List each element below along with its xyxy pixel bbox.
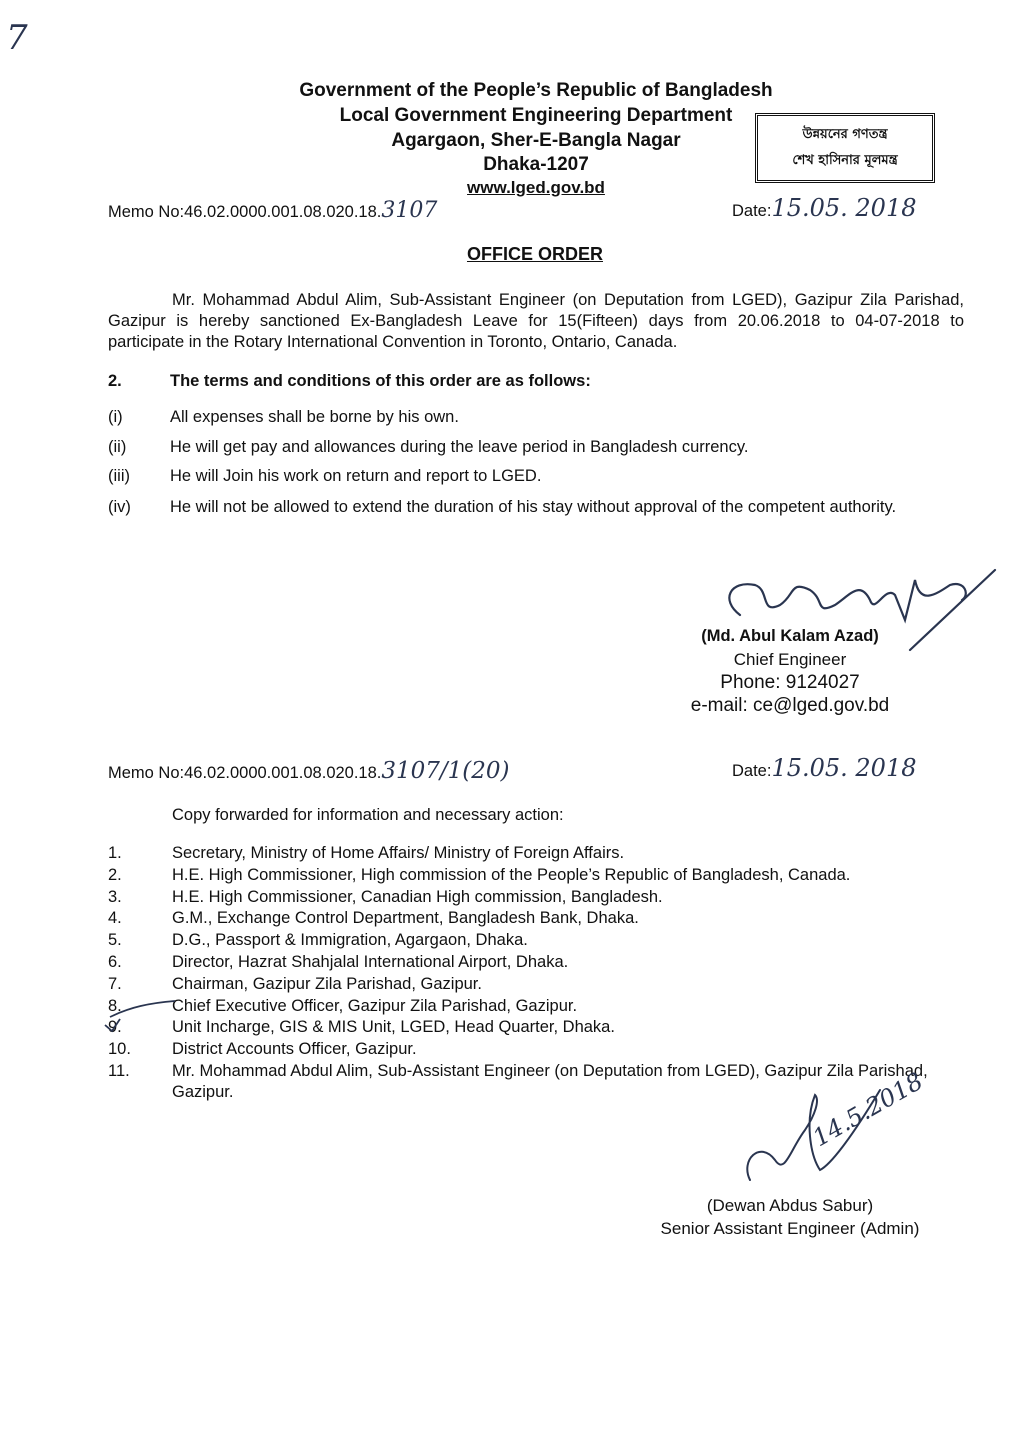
signatory-1 (660, 625, 920, 717)
copy-text: H.E. High Commissioner, High commission of the People’s Republic of Bangladesh, Canada. (172, 866, 851, 884)
memo-2-label: Memo No:46.02.0000.001.08.020.18. (108, 764, 382, 782)
memo-1-number: 3107 (381, 198, 438, 223)
header-line-1: Government of the People’s Republic of Bangladesh (299, 80, 773, 101)
signatory-2-title: Senior Assistant Engineer (Admin) (660, 1219, 920, 1238)
copy-text: Unit Incharge, GIS & MIS Unit, LGED, Head Quarter, Dhaka. (172, 1018, 615, 1036)
copy-text: Mr. Mohammad Abdul Alim, Sub-Assistant Engineer (on Deputation from LGED), Gazipur Zila Parishad, Gazipur. (172, 1062, 928, 1101)
terms-heading: The terms and conditions of this order are as follows: (170, 372, 591, 390)
signatory-2-name: (Dewan Abdus Sabur) (706, 1196, 874, 1215)
copy-forwarded-text: Copy forwarded for information and necessary action: (172, 806, 564, 824)
page-title: OFFICE ORDER (466, 244, 603, 264)
copy-text: District Accounts Officer, Gazipur. (172, 1040, 417, 1058)
copy-text: G.M., Exchange Control Department, Bangladesh Bank, Dhaka. (172, 909, 639, 927)
terms-number: 2. (108, 372, 122, 390)
body-paragraph: Mr. Mohammad Abdul Alim, Sub-Assistant Engineer (on Deputation from LGED), Gazipur Zila Parishad, Gazipur is hereby sanctioned Ex-Bangladesh Leave for 15(Fifteen) days from 20.06.2018 to 04-07-2018 to participate in the Rotary International Convention in Toronto, Ontario, Canada. (108, 291, 964, 351)
signatory-1-name: (Md. Abul Kalam Azad) (701, 627, 879, 645)
header-line-3: Agargaon, Sher-E-Bangla Nagar (391, 130, 681, 151)
header-website[interactable]: www.lged.gov.bd (467, 178, 605, 197)
copy-text: Chairman, Gazipur Zila Parishad, Gazipur. (172, 975, 482, 993)
corner-mark: 7 (6, 18, 28, 58)
header-line-4: Dhaka-1207 (483, 154, 589, 175)
signatory-1-title: Chief Engineer (733, 650, 847, 669)
copy-num: 10. (108, 1040, 131, 1058)
copy-text: D.G., Passport & Immigration, Agargaon, Dhaka. (172, 931, 528, 949)
copy-num: 5. (108, 931, 122, 949)
copy-text: Chief Executive Officer, Gazipur Zila Parishad, Gazipur. (172, 997, 578, 1015)
memo-2-date (732, 754, 917, 782)
stamp-line-2: শেখ হাসিনার মূলমন্ত্র (792, 153, 898, 168)
signature-2-icon (720, 1080, 980, 1200)
term-num: (i) (108, 408, 123, 426)
copy-num: 11. (108, 1062, 130, 1080)
copy-num: 7. (108, 975, 122, 993)
copy-text: Secretary, Ministry of Home Affairs/ Ministry of Foreign Affairs. (172, 844, 625, 862)
memo-1-date (732, 194, 917, 222)
copy-num: 2. (108, 866, 122, 884)
copy-num: 1. (108, 844, 122, 862)
signatory-2 (620, 1194, 960, 1240)
signatory-2-handwritten-date: 14.5.2018 (808, 1066, 928, 1153)
term-text: He will Join his work on return and report to LGED. (170, 467, 542, 485)
copy-text: Director, Hazrat Shahjalal International Airport, Dhaka. (172, 953, 569, 971)
signatory-1-email[interactable]: e-mail: ce@lged.gov.bd (690, 695, 890, 716)
memo-2 (108, 758, 510, 784)
term-num: (iii) (108, 467, 130, 485)
memo-1-label: Memo No:46.02.0000.001.08.020.18. (108, 203, 382, 221)
memo-2-date-value: 15.05. 2018 (771, 754, 917, 782)
signatory-1-phone: Phone: 9124027 (720, 672, 860, 693)
term-text: All expenses shall be borne by his own. (170, 408, 459, 426)
tick-mark-icon (100, 995, 180, 1035)
copy-num: 3. (108, 888, 122, 906)
copy-num: 8. (108, 997, 122, 1015)
copy-num: 9. (108, 1018, 122, 1036)
term-text: He will get pay and allowances during the leave period in Bangladesh currency. (170, 438, 749, 456)
copy-text: H.E. High Commissioner, Canadian High commission, Bangladesh. (172, 888, 663, 906)
copy-num: 4. (108, 909, 122, 927)
term-text: He will not be allowed to extend the duration of his stay without approval of the competent authority. (170, 498, 897, 516)
memo-2-date-label: Date: (732, 762, 772, 780)
memo-2-number: 3107/1(20) (381, 758, 510, 784)
memo-1-date-label: Date: (732, 202, 772, 220)
memo-1 (108, 200, 437, 223)
stamp-line-1: উন্নয়নের গণতন্ত্র (802, 127, 888, 142)
memo-1-date-value: 15.05. 2018 (771, 194, 917, 222)
copy-num: 6. (108, 953, 122, 971)
term-num: (ii) (108, 438, 127, 456)
term-num: (iv) (108, 498, 131, 516)
header-line-2: Local Government Engineering Department (339, 105, 733, 126)
slogan-stamp (755, 113, 935, 183)
